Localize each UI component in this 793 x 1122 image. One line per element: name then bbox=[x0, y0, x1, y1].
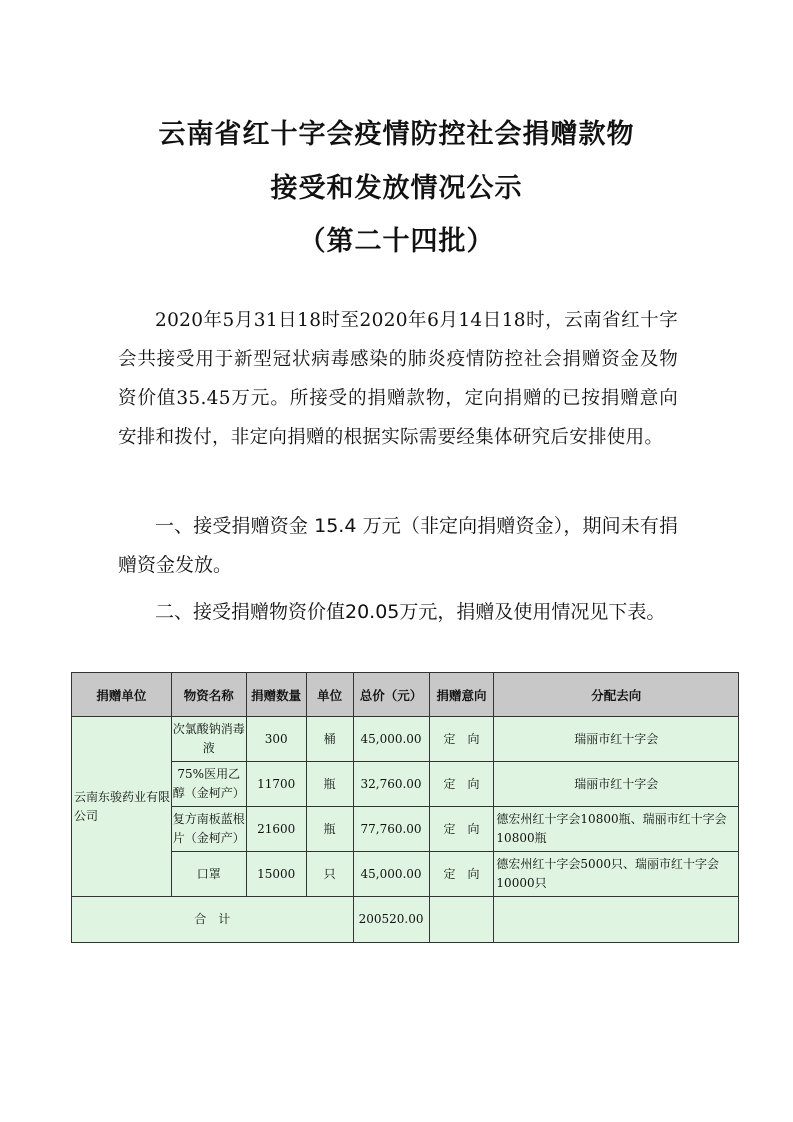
funds-paragraph: 一、接受捐赠资金 15.4 万元（非定向捐赠资金），期间未有捐赠资金发放。 bbox=[118, 515, 678, 576]
table-row bbox=[72, 852, 739, 897]
intent-cell: 定 向 bbox=[429, 807, 494, 852]
header-total: 总价（元） bbox=[353, 673, 429, 717]
quantity-cell: 21600 bbox=[246, 807, 306, 852]
page-title: 云南省红十字会疫情防控社会捐赠款物 bbox=[158, 119, 635, 150]
page-subtitle: 接受和发放情况公示 bbox=[270, 173, 523, 204]
total-label: 合 计 bbox=[72, 897, 354, 943]
quantity-cell: 300 bbox=[246, 717, 306, 762]
intent-cell: 定 向 bbox=[429, 717, 494, 762]
donation-table bbox=[71, 672, 739, 943]
destination-cell: 瑞丽市红十字会 bbox=[494, 762, 739, 807]
destination-cell: 德宏州红十字会5000只、瑞丽市红十字会10000只 bbox=[494, 852, 739, 897]
total-destination-empty bbox=[494, 897, 739, 943]
total-cell: 32,760.00 bbox=[353, 762, 429, 807]
unit-cell: 瓶 bbox=[306, 807, 353, 852]
total-value: 200520.00 bbox=[353, 897, 429, 943]
table-row bbox=[72, 717, 739, 762]
intent-cell: 定 向 bbox=[429, 852, 494, 897]
total-cell: 77,760.00 bbox=[353, 807, 429, 852]
total-row bbox=[72, 897, 739, 943]
header-donor: 捐赠单位 bbox=[72, 673, 172, 717]
total-cell: 45,000.00 bbox=[353, 717, 429, 762]
table-row bbox=[72, 807, 739, 852]
unit-cell: 瓶 bbox=[306, 762, 353, 807]
intent-cell: 定 向 bbox=[429, 762, 494, 807]
item-cell: 次氯酸钠消毒液 bbox=[171, 717, 246, 762]
destination-cell: 瑞丽市红十字会 bbox=[494, 717, 739, 762]
table-header-row bbox=[72, 673, 739, 717]
intro-paragraph: 2020年5月31日18时至2020年6月14日18时，云南省红十字会共接受用于新型冠状病毒感染的肺炎疫情防控社会捐赠资金及物资价值35.45万元。所接受的捐赠款物，定向捐赠的已按捐赠意向安排和拨付，非定向捐赠的根据实际需要经集体研究后安排使用。 bbox=[118, 310, 678, 448]
donor-cell: 云南东骏药业有限公司 bbox=[72, 717, 172, 897]
unit-cell: 只 bbox=[306, 852, 353, 897]
quantity-cell: 11700 bbox=[246, 762, 306, 807]
total-intent-empty bbox=[429, 897, 494, 943]
destination-cell: 德宏州红十字会10800瓶、瑞丽市红十字会10800瓶 bbox=[494, 807, 739, 852]
table-row bbox=[72, 762, 739, 807]
batch-number: （第二十四批） bbox=[298, 226, 495, 257]
unit-cell: 桶 bbox=[306, 717, 353, 762]
item-cell: 口罩 bbox=[171, 852, 246, 897]
header-quantity: 捐赠数量 bbox=[246, 673, 306, 717]
header-intent: 捐赠意向 bbox=[429, 673, 494, 717]
item-cell: 75%医用乙醇（金柯产） bbox=[171, 762, 246, 807]
materials-paragraph: 二、接受捐赠物资价值20.05万元，捐赠及使用情况见下表。 bbox=[155, 601, 666, 623]
total-cell: 45,000.00 bbox=[353, 852, 429, 897]
header-destination: 分配去向 bbox=[494, 673, 739, 717]
header-item: 物资名称 bbox=[171, 673, 246, 717]
header-unit: 单位 bbox=[306, 673, 353, 717]
item-cell: 复方南板蓝根片（金柯产） bbox=[171, 807, 246, 852]
quantity-cell: 15000 bbox=[246, 852, 306, 897]
